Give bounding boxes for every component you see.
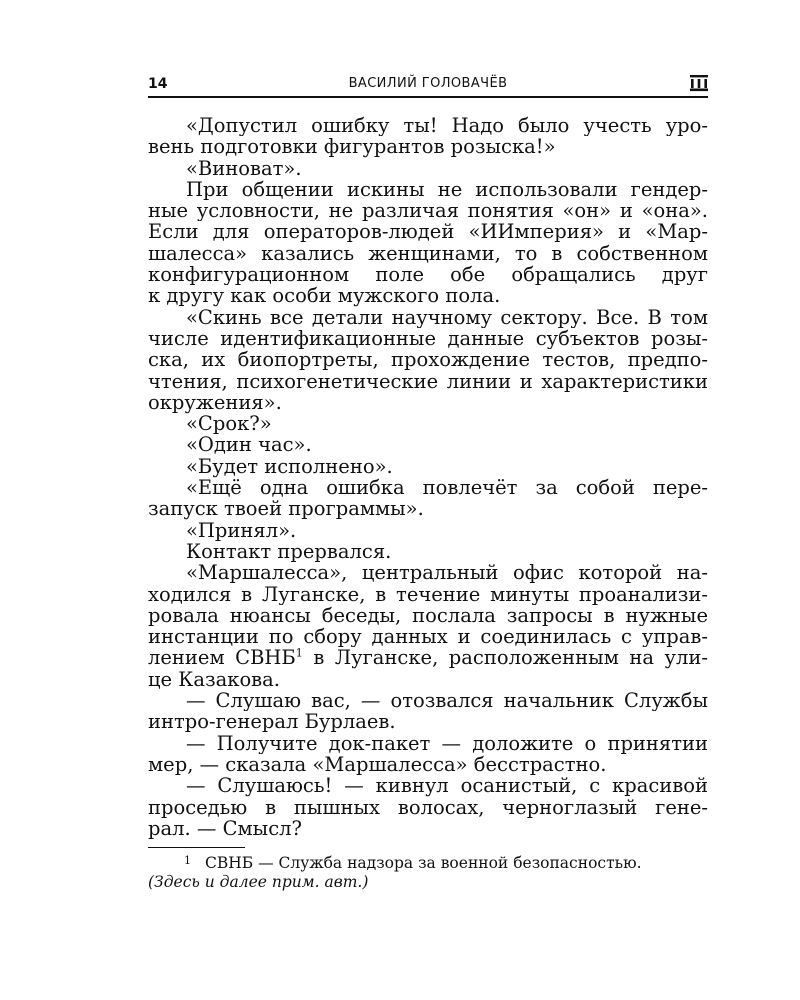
text-line: «Виноват».: [186, 156, 302, 180]
footnote: [148, 851, 708, 892]
text-line: «Скинь все детали научному сектору. Все. В том: [186, 306, 708, 328]
text-line: При общении искины не использовали гендер-: [186, 178, 708, 201]
text-line: «Принял».: [186, 518, 297, 542]
footnote-divider: [148, 847, 245, 848]
text-line: «Ещё одна ошибка повлечёт за собой пере-: [186, 477, 708, 499]
text-line: Если для операторов-людей «ИИмперия» и «Мар-: [148, 221, 708, 243]
text-line: мер, — сказала «Маршалесса» бесстрастно.: [148, 752, 607, 776]
text-line: ные условности, не различая понятия «он» и «она».: [148, 200, 708, 222]
footnote-text: СВНБ — Служба надзора за военной безопасностью.: [205, 854, 642, 872]
text-line: рал. — Смысл?: [148, 816, 302, 840]
text-line: вень подготовки фигурантов розыска!»: [148, 135, 556, 159]
body-text: [148, 115, 708, 839]
text-line: «Допустил ошибку ты! Надо было учесть уро-: [186, 115, 708, 137]
text-line: [148, 647, 708, 668]
footnote-note: (Здесь и далее прим. авт.): [148, 873, 369, 891]
text-line: ходился в Луганске, в течение минуты проанализи-: [148, 583, 708, 605]
text-line: «Маршалесса», центральный офис которой на-: [186, 562, 708, 584]
text-line: — Слушаю вас, — отозвался начальник Службы: [186, 690, 708, 712]
text-line: це Казакова.: [148, 667, 280, 691]
text-line: конфигурационном поле обе обращались друг: [148, 264, 708, 286]
text-line: — Слушаюсь! — кивнул осанистый, с красивой: [186, 775, 708, 797]
text-line: — Получите док-пакет — доложите о принятии: [186, 732, 708, 754]
text-line: числе идентификационные данные субъектов розы-: [148, 327, 708, 350]
text-line: запуск твоей программы».: [148, 497, 424, 521]
footnote-reference: 1: [295, 647, 303, 660]
text-fragment: в Луганске, расположенным на ули-: [313, 647, 708, 669]
text-line: окружения».: [148, 390, 282, 414]
text-line: «Один час».: [186, 433, 312, 457]
book-author: ВАСИЛИЙ ГОЛОВАЧЁВ: [348, 76, 508, 91]
text-line: инстанции по сбору данных и соединилась с управ-: [148, 626, 708, 648]
text-line: ровала нюансы беседы, послала запросы в нужные: [148, 604, 708, 627]
text-fragment: лением СВНБ: [148, 647, 296, 669]
text-line: шалесса» казались женщинами, то в собственном: [148, 242, 708, 265]
text-line: Контакт прервался.: [186, 539, 392, 563]
footnote-marker: 1: [184, 854, 191, 867]
publisher-logo-icon: [690, 74, 708, 92]
text-line: проседью в пышных волосах, черноглазый гене-: [148, 796, 708, 818]
text-line: «Будет исполнено».: [186, 454, 393, 478]
text-line: «Срок?»: [186, 412, 272, 436]
text-line: к другу как особи мужского пола.: [148, 284, 501, 308]
footnote-line: [148, 854, 642, 872]
text-line: чтения, психогенетические линии и характеристики: [148, 370, 708, 392]
text-line: ска, их биопортреты, прохождение тестов, предпо-: [148, 349, 708, 371]
page-number: 14: [148, 76, 168, 92]
text-line: интро-генерал Бурлаев.: [148, 710, 396, 734]
running-head: [148, 74, 708, 98]
